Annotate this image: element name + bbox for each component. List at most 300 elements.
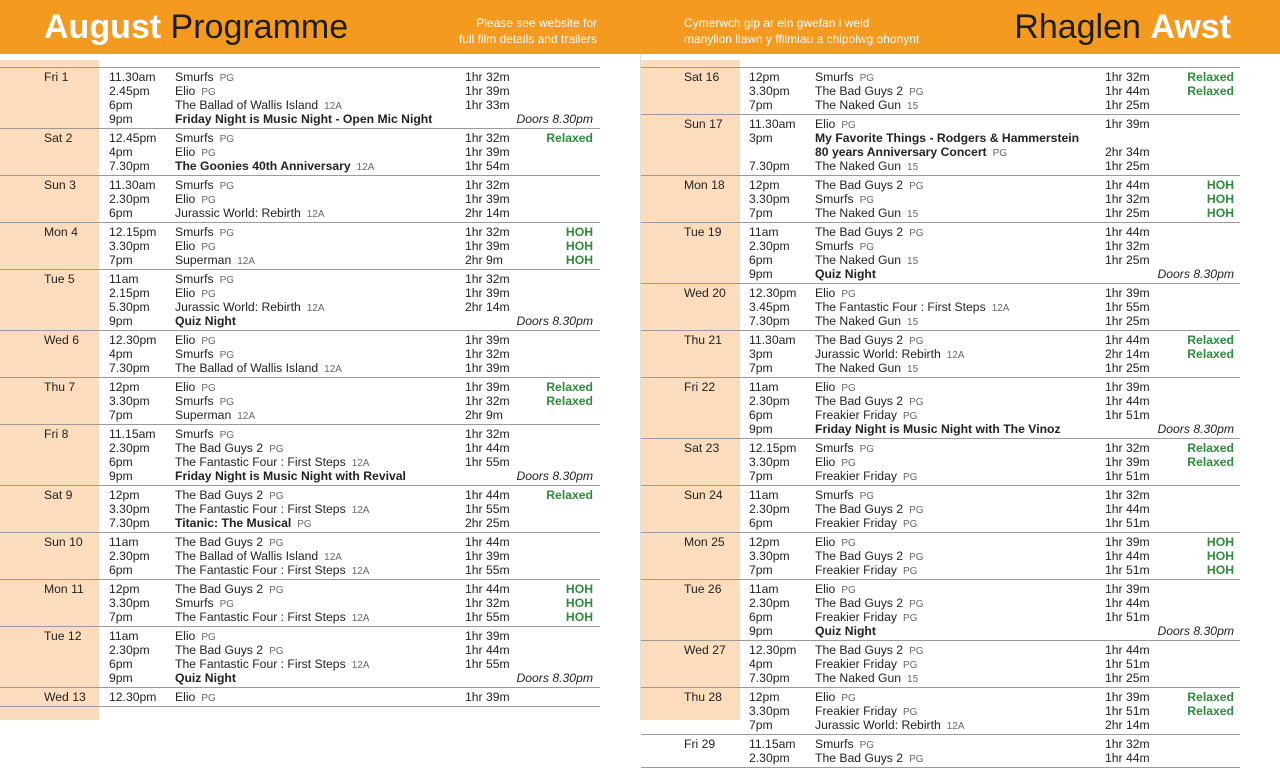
film-name: Titanic: The Musical (175, 516, 292, 530)
screening-badge: Relaxed (546, 394, 593, 408)
film-name: Jurassic World: Rebirth (175, 206, 301, 220)
day-label: Fri 29 (684, 737, 716, 751)
film-duration: 1hr 39m (1105, 117, 1150, 131)
film-title (815, 671, 918, 687)
film-name: Friday Night is Music Night with The Vinoz (815, 422, 1061, 436)
film-rating: 12A (324, 101, 342, 112)
film-duration: 1hr 51m (1105, 408, 1150, 422)
film-rating: PG (909, 397, 924, 408)
showing-row (641, 441, 1240, 455)
showing-time: 6pm (749, 610, 773, 624)
film-rating: PG (992, 148, 1008, 159)
showing-row (0, 469, 600, 483)
showing-row (641, 690, 1240, 704)
showing-time: 6pm (749, 408, 773, 422)
day-block (641, 580, 1240, 641)
film-title (175, 690, 216, 706)
film-rating: 12A (946, 350, 965, 361)
showing-row (641, 131, 1240, 145)
film-name: The Naked Gun (815, 314, 902, 328)
film-title (815, 159, 918, 175)
screening-badge: HOH (1206, 206, 1234, 220)
film-rating: 12A (237, 256, 256, 267)
day-block (641, 486, 1240, 533)
film-rating: PG (201, 87, 216, 98)
film-name: Superman (175, 253, 232, 267)
film-duration: 1hr 25m (1105, 206, 1150, 220)
showing-time: 3.30pm (749, 549, 790, 563)
film-name: Smurfs (175, 427, 214, 441)
film-rating: PG (902, 707, 918, 718)
film-title (815, 624, 876, 638)
day-label: Tue 19 (684, 225, 722, 239)
film-rating: PG (201, 289, 216, 300)
film-name: The Bad Guys 2 (815, 84, 904, 98)
film-name: The Naked Gun (815, 159, 902, 173)
day-block (0, 176, 600, 223)
showing-time: 9pm (749, 267, 773, 281)
showing-row (641, 206, 1240, 220)
film-rating: PG (909, 552, 924, 563)
film-duration: 2hr 14m (465, 300, 510, 314)
film-name: Quiz Night (815, 267, 876, 281)
showing-time: 7.30pm (109, 516, 150, 530)
film-duration: 1hr 39m (465, 145, 510, 159)
showing-time: 9pm (109, 112, 133, 126)
film-name: Freakier Friday (815, 563, 897, 577)
film-rating: 12A (356, 162, 375, 173)
showing-time: 12.30pm (749, 286, 797, 300)
showing-time: 7pm (749, 469, 773, 483)
film-rating: 12A (324, 364, 342, 375)
screening-badge: Relaxed (546, 131, 593, 145)
film-name: The Goonies 40th Anniversary (175, 159, 351, 173)
film-duration: 1hr 32m (465, 427, 510, 441)
film-duration: 1hr 55m (1105, 300, 1150, 314)
film-duration: 1hr 44m (465, 441, 510, 455)
film-rating: PG (219, 350, 235, 361)
film-name: The Bad Guys 2 (815, 225, 904, 239)
film-duration: 1hr 44m (1105, 225, 1150, 239)
day-label: Mon 18 (684, 178, 725, 192)
showing-row (641, 582, 1240, 596)
day-label: Sat 23 (684, 441, 720, 455)
showing-time: 12pm (749, 178, 780, 192)
film-name: The Bad Guys 2 (175, 535, 264, 549)
film-rating: 12A (946, 721, 965, 732)
film-duration: 1hr 51m (1105, 516, 1150, 530)
showing-row (0, 394, 600, 408)
day-label: Wed 13 (44, 690, 86, 704)
film-rating: 12A (324, 552, 342, 563)
day-label: Sun 10 (44, 535, 83, 549)
film-rating: PG (841, 383, 856, 394)
film-title (815, 267, 876, 281)
showing-row (641, 394, 1240, 408)
showing-time: 11am (109, 272, 139, 286)
film-duration: 1hr 32m (465, 131, 510, 145)
film-title (815, 314, 918, 330)
showing-row (0, 610, 600, 624)
film-title (175, 159, 374, 175)
screening-badge: Relaxed (1187, 704, 1234, 718)
day-block (641, 641, 1240, 688)
day-block (0, 688, 600, 707)
day-block (641, 688, 1240, 735)
showing-time: 3.30pm (749, 704, 790, 718)
showing-row (641, 408, 1240, 422)
showing-time: 7pm (749, 98, 773, 112)
film-name: Superman (175, 408, 232, 422)
showing-row (0, 225, 600, 239)
film-rating: 12A (306, 209, 325, 220)
showing-time: 7.30pm (749, 671, 790, 685)
day-block (641, 735, 1240, 768)
showing-time: 2.30pm (109, 192, 150, 206)
showing-row (641, 347, 1240, 361)
film-title (175, 314, 236, 328)
film-title (175, 563, 369, 579)
film-duration: 1hr 44m (1105, 596, 1150, 610)
film-rating: PG (219, 430, 235, 441)
title-word: Programme (161, 8, 349, 46)
doors-time: Doors 8.30pm (1157, 267, 1234, 281)
film-rating: 12A (306, 303, 325, 314)
film-rating: 15 (907, 162, 919, 173)
film-name: Elio (815, 455, 836, 469)
film-duration: 2hr 14m (465, 206, 510, 220)
film-name: Smurfs (175, 596, 214, 610)
showing-time: 3.30pm (109, 596, 150, 610)
day-block (0, 627, 600, 688)
showing-time: 12pm (749, 690, 780, 704)
screening-badge: Relaxed (1187, 347, 1234, 361)
day-block (0, 486, 600, 533)
day-block (641, 223, 1240, 284)
film-name: The Ballad of Wallis Island (175, 361, 319, 375)
film-name: Elio (815, 582, 836, 596)
showing-time: 6pm (749, 516, 773, 530)
showing-time: 6pm (109, 657, 133, 671)
showing-time: 3.45pm (749, 300, 790, 314)
film-name: The Bad Guys 2 (815, 333, 904, 347)
film-duration: 1hr 51m (1105, 610, 1150, 624)
film-rating: PG (909, 754, 924, 765)
film-rating: PG (909, 87, 924, 98)
film-rating: PG (859, 491, 875, 502)
film-name: Friday Night is Music Night with Revival (175, 469, 406, 483)
film-duration: 1hr 25m (1105, 159, 1150, 173)
film-duration: 1hr 39m (465, 629, 510, 643)
film-name: Freakier Friday (815, 657, 897, 671)
day-label: Fri 8 (44, 427, 69, 441)
film-duration: 1hr 32m (465, 394, 510, 408)
film-rating: 12A (991, 303, 1010, 314)
screening-badge: Relaxed (546, 488, 593, 502)
showing-time: 5.30pm (109, 300, 150, 314)
showing-time: 4pm (109, 347, 133, 361)
film-name: Quiz Night (175, 314, 236, 328)
screening-badge: Relaxed (546, 380, 593, 394)
day-label: Thu 21 (684, 333, 722, 347)
showing-row (641, 737, 1240, 751)
film-rating: PG (902, 472, 918, 483)
film-rating: PG (859, 740, 875, 751)
day-label: Sun 24 (684, 488, 723, 502)
film-name: The Bad Guys 2 (815, 596, 904, 610)
showing-row (0, 455, 600, 469)
day-label: Fri 1 (44, 70, 69, 84)
showing-row (0, 347, 600, 361)
day-label: Sun 3 (44, 178, 76, 192)
film-duration: 1hr 32m (1105, 737, 1150, 751)
showing-row (0, 70, 600, 84)
film-rating: PG (909, 181, 924, 192)
film-rating: PG (859, 444, 875, 455)
day-block (641, 331, 1240, 378)
showing-row (641, 671, 1240, 685)
showing-row (641, 516, 1240, 530)
day-label: Mon 4 (44, 225, 78, 239)
film-duration: 1hr 44m (465, 582, 510, 596)
film-rating: PG (201, 693, 216, 704)
film-duration: 1hr 25m (1105, 361, 1150, 375)
day-block (641, 67, 1240, 115)
film-duration: 1hr 39m (1105, 582, 1150, 596)
showing-time: 9pm (109, 469, 133, 483)
showing-row (0, 502, 600, 516)
showing-row (641, 267, 1240, 281)
showing-time: 7pm (749, 206, 773, 220)
film-duration: 1hr 39m (465, 286, 510, 300)
note-line: full film details and trailers (458, 31, 597, 46)
showing-row (0, 239, 600, 253)
film-rating: 15 (907, 364, 919, 375)
showing-row (0, 596, 600, 610)
film-duration: 1hr 39m (465, 549, 510, 563)
screening-badge: HOH (565, 610, 593, 624)
showing-time: 6pm (109, 563, 133, 577)
film-name: Elio (815, 117, 836, 131)
showing-time: 12.30pm (109, 333, 157, 347)
day-label: Sat 9 (44, 488, 73, 502)
screening-badge: HOH (565, 239, 593, 253)
showing-time: 6pm (109, 98, 133, 112)
programme-left-page (0, 60, 640, 720)
day-block (0, 270, 600, 331)
showing-time: 3.30pm (109, 502, 150, 516)
film-rating: PG (902, 660, 918, 671)
screening-badge: HOH (1206, 563, 1234, 577)
film-duration: 1hr 39m (465, 333, 510, 347)
film-duration: 1hr 32m (465, 272, 510, 286)
film-rating: PG (219, 397, 235, 408)
film-name: Smurfs (815, 192, 854, 206)
film-duration: 1hr 44m (1105, 549, 1150, 563)
film-name: Elio (175, 239, 196, 253)
film-title (175, 206, 325, 222)
film-duration: 1hr 44m (1105, 84, 1150, 98)
film-name: Elio (815, 286, 836, 300)
film-duration: 1hr 33m (465, 98, 510, 112)
film-rating: PG (902, 566, 918, 577)
film-duration: 2hr 9m (465, 408, 503, 422)
film-rating: PG (841, 458, 856, 469)
film-name: Elio (175, 690, 196, 704)
showing-time: 9pm (109, 314, 133, 328)
showing-row (641, 239, 1240, 253)
film-title (175, 112, 432, 126)
film-duration: 2hr 14m (1105, 347, 1150, 361)
showing-time: 7pm (749, 361, 773, 375)
showing-time: 12.15pm (109, 225, 157, 239)
day-block (641, 533, 1240, 580)
film-duration: 1hr 44m (465, 643, 510, 657)
showing-time: 6pm (749, 253, 773, 267)
film-rating: PG (902, 411, 918, 422)
film-rating: PG (201, 383, 216, 394)
film-rating: PG (859, 73, 875, 84)
film-name: Smurfs (175, 178, 214, 192)
showing-row (641, 704, 1240, 718)
film-name: The Fantastic Four : First Steps (175, 455, 346, 469)
film-name: The Bad Guys 2 (815, 394, 904, 408)
film-name: Jurassic World: Rebirth (815, 347, 941, 361)
showing-time: 11am (749, 380, 779, 394)
showing-row (641, 563, 1240, 577)
film-name: The Naked Gun (815, 671, 902, 685)
film-title (815, 98, 918, 114)
doors-time: Doors 8.30pm (516, 112, 593, 126)
showing-row (641, 643, 1240, 657)
showing-row (641, 117, 1240, 131)
film-title (815, 751, 924, 767)
film-name: The Naked Gun (815, 361, 902, 375)
screening-badge: Relaxed (1187, 70, 1234, 84)
showing-time: 6pm (109, 206, 133, 220)
showing-time: 11am (109, 535, 139, 549)
film-duration: 1hr 39m (465, 239, 510, 253)
day-block (641, 378, 1240, 439)
film-rating: 12A (351, 505, 370, 516)
film-rating: PG (859, 195, 875, 206)
film-duration: 1hr 39m (465, 690, 510, 704)
film-title (175, 469, 406, 483)
film-name: Freakier Friday (815, 610, 897, 624)
note-line: manylion llawn y ffilmiau a chipolwg ohonynt (684, 31, 920, 46)
day-block (641, 176, 1240, 223)
showing-row (0, 98, 600, 112)
day-label: Wed 6 (44, 333, 80, 347)
showing-time: 3.30pm (109, 239, 150, 253)
film-name: Smurfs (175, 225, 214, 239)
showing-row (641, 549, 1240, 563)
showing-time: 7.30pm (109, 159, 150, 173)
film-name: The Bad Guys 2 (815, 549, 904, 563)
page-title-welsh (1014, 6, 1231, 48)
day-label: Sat 2 (44, 131, 73, 145)
film-duration: 1hr 39m (1105, 535, 1150, 549)
showing-time: 3pm (749, 131, 773, 145)
showing-time: 2.30pm (749, 394, 790, 408)
film-duration: 1hr 32m (1105, 441, 1150, 455)
day-block (0, 378, 600, 425)
film-name: The Bad Guys 2 (815, 178, 904, 192)
showing-row (641, 286, 1240, 300)
screening-badge: HOH (1206, 178, 1234, 192)
day-label: Tue 12 (44, 629, 82, 643)
film-rating: PG (269, 646, 284, 657)
film-name: Smurfs (175, 70, 214, 84)
showing-row (641, 380, 1240, 394)
film-duration: 1hr 55m (465, 657, 510, 671)
showing-time: 2.30pm (749, 239, 790, 253)
day-label: Tue 26 (684, 582, 722, 596)
showing-row (641, 300, 1240, 314)
film-name: Smurfs (175, 347, 214, 361)
film-title (175, 408, 255, 424)
film-title (175, 516, 312, 532)
film-name: 80 years Anniversary Concert (815, 145, 987, 159)
showing-time: 12pm (749, 70, 780, 84)
film-name: Quiz Night (815, 624, 876, 638)
showing-time: 3.30pm (109, 394, 150, 408)
day-label: Mon 11 (44, 582, 84, 596)
showing-time: 12.15pm (749, 441, 797, 455)
film-name: The Ballad of Wallis Island (175, 549, 319, 563)
film-name: The Bad Guys 2 (815, 502, 904, 516)
film-duration: 1hr 54m (465, 159, 510, 173)
film-duration: 1hr 32m (1105, 239, 1150, 253)
showing-row (0, 300, 600, 314)
showing-time: 12pm (749, 535, 780, 549)
showing-row (0, 535, 600, 549)
showing-row (641, 502, 1240, 516)
screening-badge: HOH (1206, 192, 1234, 206)
film-rating: PG (297, 519, 312, 530)
film-name: Smurfs (815, 737, 854, 751)
film-rating: PG (841, 289, 856, 300)
showing-row (641, 70, 1240, 84)
showing-time: 11.30am (109, 178, 156, 192)
day-block (641, 439, 1240, 486)
showing-row (641, 225, 1240, 239)
note-line: Cymerwch gip ar ein gwefan i weld (684, 16, 870, 30)
film-duration: 1hr 44m (1105, 394, 1150, 408)
showing-row (0, 549, 600, 563)
film-duration: 1hr 51m (1105, 563, 1150, 577)
showing-row (0, 145, 600, 159)
film-title (815, 563, 917, 579)
film-duration: 1hr 39m (1105, 380, 1150, 394)
showing-time: 11.30am (749, 333, 796, 347)
film-name: Freakier Friday (815, 704, 897, 718)
film-duration: 1hr 44m (1105, 502, 1150, 516)
film-rating: PG (841, 693, 856, 704)
film-duration: 1hr 39m (465, 361, 510, 375)
showing-row (0, 563, 600, 577)
film-rating: PG (219, 134, 235, 145)
day-label: Mon 25 (684, 535, 725, 549)
showing-time: 2.30pm (109, 441, 150, 455)
showing-time: 2.30pm (109, 549, 150, 563)
film-title (815, 422, 1061, 436)
film-duration: 1hr 44m (465, 488, 510, 502)
film-name: The Bad Guys 2 (175, 441, 264, 455)
film-duration: 1hr 32m (465, 347, 510, 361)
film-name: The Fantastic Four : First Steps (175, 657, 346, 671)
film-rating: PG (841, 585, 856, 596)
